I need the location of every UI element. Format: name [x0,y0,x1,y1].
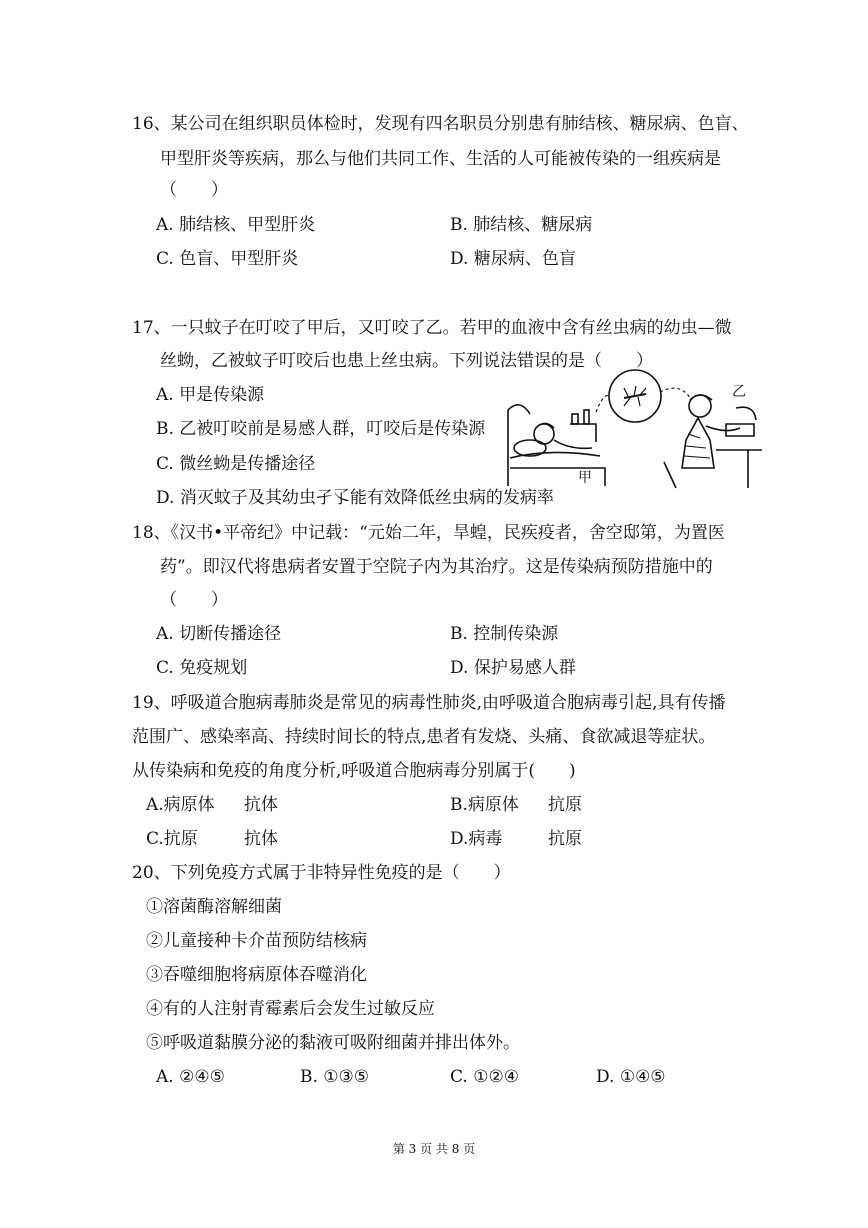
q16-option-d: D. 糖尿病、色盲 [450,249,576,269]
q19-option-c-label: C.抗原 [146,829,198,849]
q19-option-b-label: B.病原体 [450,795,519,815]
q19-option-a-value: 抗体 [244,795,278,815]
q17-option-b: B. 乙被叮咬前是易感人群，叮咬后是传染源 [156,419,486,439]
q17-option-d: D. 消灭蚊子及其幼虫孑孓能有效降低丝虫病的发病率 [156,488,554,508]
mosquito-transmission-figure [500,368,768,490]
q19-option-c-value: 抗体 [244,829,278,849]
q18-answer-blank: （ ） [160,590,228,610]
q20-stem: 20、下列免疫方式属于非特异性免疫的是（ ） [132,863,511,883]
q18-option-c: C. 免疫规划 [156,658,248,678]
q19-option-d-label: D.病毒 [450,829,503,849]
q20-option-a: A. ②④⑤ [156,1067,225,1087]
q18-option-d: D. 保护易感人群 [450,658,576,678]
q19-stem-line3: 从传染病和免疫的角度分析,呼吸道合胞病毒分别属于( ) [132,761,576,781]
q16-stem-line2: 甲型肝炎等疾病，那么与他们共同工作、生活的人可能被传染的一组疾病是 [160,149,721,169]
q19-option-b-value: 抗原 [548,795,582,815]
q20-item-3: ③吞噬细胞将病原体吞噬消化 [146,965,367,985]
page-number-footer: 第 3 页 共 8 页 [392,1142,476,1156]
figure-label-yi: 乙 [732,384,746,400]
q20-item-4: ④有的人注射青霉素后会发生过敏反应 [146,999,435,1019]
q16-option-a: A. 肺结核、甲型肝炎 [156,215,316,235]
q17-illustration [500,368,768,490]
q17-stem-line1: 17、一只蚊子在叮咬了甲后，又叮咬了乙。若甲的血液中含有丝虫病的幼虫—微 [132,318,732,338]
q19-stem-line2: 范围广、感染率高、持续时间长的特点,患者有发烧、头痛、食欲减退等症状。 [132,727,716,747]
q16-option-c: C. 色盲、甲型肝炎 [156,249,299,269]
q16-answer-blank: （ ） [160,180,228,200]
q18-option-b: B. 控制传染源 [450,624,559,644]
q20-item-2: ②儿童接种卡介苗预防结核病 [146,931,367,951]
q20-option-d: D. ①④⑤ [596,1067,666,1087]
figure-label-jia: 甲 [578,470,592,486]
q19-stem-line1: 19、呼吸道合胞病毒肺炎是常见的病毒性肺炎,由呼吸道合胞病毒引起,具有传播 [132,693,726,713]
q20-item-5: ⑤呼吸道黏膜分泌的黏液可吸附细菌并排出体外。 [146,1033,520,1053]
q18-stem-line1: 18、《汉书•平帝纪》中记载：“元始二年，旱蝗，民疾疫者，舍空邸第，为置医 [132,523,725,543]
q17-option-c: C. 微丝蚴是传播途径 [156,454,316,474]
q16-option-b: B. 肺结核、糖尿病 [450,215,593,235]
q20-item-1: ①溶菌酶溶解细菌 [146,897,282,917]
q20-option-b: B. ①③⑤ [300,1067,370,1087]
q19-option-a-label: A.病原体 [146,795,215,815]
q18-option-a: A. 切断传播途径 [156,624,282,644]
q20-option-c: C. ①②④ [450,1067,519,1087]
q17-stem-line2: 丝蚴，乙被蚊子叮咬后也患上丝虫病。下列说法错误的是（ ） [160,351,653,371]
q19-option-d-value: 抗原 [548,829,582,849]
q17-option-a: A. 甲是传染源 [156,385,265,405]
q18-stem-line2: 药”。即汉代将患病者安置于空院子内为其治疗。这是传染病预防措施中的 [160,557,713,577]
q16-stem-line1: 16、某公司在组织职员体检时，发现有四名职员分别患有肺结核、糖尿病、色盲、 [132,114,749,134]
